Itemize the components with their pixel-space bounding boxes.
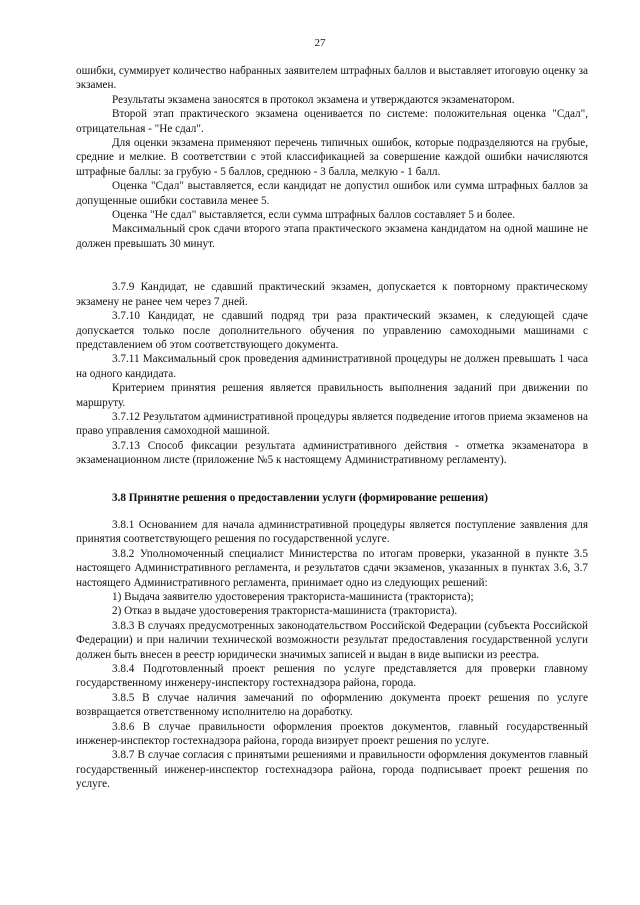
paragraph-exam-results: Результаты экзамена заносятся в протокол экзамена и утверждаются экзаменатором. xyxy=(112,93,515,106)
paragraph-3-8-6: 3.8.6 В случае правильности оформления проектов документов, главный государственный инженер-инспектор гостехнадзора района, города визирует проект решения по услуге. xyxy=(76,720,588,748)
paragraph-3-7-12: 3.7.12 Результатом административной процедуры является подведение итогов приема экзаменов на право управления самоходной машиной. xyxy=(76,410,588,438)
paragraph-decision-criterion: Критерием принятия решения является правильность выполнения заданий при движении по маршруту. xyxy=(76,382,588,409)
list-item-decision-1: 1) Выдача заявителю удостоверения тракториста-машиниста (тракториста); xyxy=(112,591,474,603)
spacer xyxy=(76,251,588,280)
paragraph-3-8-1: 3.8.1 Основанием для начала административной процедуры является поступление заявления для принятия соответствующего решения по государственной услуге. xyxy=(76,518,588,546)
paragraph-3-7-11: 3.7.11 Максимальный срок проведения административной процедуры не должен превышать 1 часа на одного кандидата. xyxy=(76,353,588,380)
paragraph-failed-grade: Оценка "Не сдал" выставляется, если сумма штрафных баллов составляет 5 и более. xyxy=(112,209,515,222)
paragraph-3-8-4: 3.8.4 Подготовленный проект решения по услуге представляется для проверки главному государственному инженеру-инспектору гостехнадзора района, города. xyxy=(76,663,588,690)
paragraph-passed-grade: Оценка "Сдал" выставляется, если кандидат не допустил ошибок или сумма штрафных баллов за допущенные ошибки составила менее 5. xyxy=(76,180,588,207)
document-body xyxy=(76,64,588,792)
paragraph-3-8-7: 3.8.7 В случае согласия с принятыми решениями и правильности оформления документов главный государственный инженер-инспектор гостехнадзора района, города подписывает проект решения по услуге. xyxy=(76,749,588,791)
paragraph-3-7-10: 3.7.10 Кандидат, не сдавший подряд три раза практический экзамен, к следующей сдаче допускается только после дополнительного обучения по управлению самоходными машинами с представлением об этом соответствующего документа. xyxy=(76,310,588,351)
paragraph-3-8-2: 3.8.2 Уполномоченный специалист Министерства по итогам проверки, указанной в пункте 3.5 настоящего Административного регламента, и результатов сдачи экзаменов, указанных в пунктах 3.6, 3.7 настоящего Административного регламента, принимает одно из следующих решений: xyxy=(76,547,588,589)
paragraph-continuation: ошибки, суммирует количество набранных заявителем штрафных баллов и выставляет итоговую оценку за экзамен. xyxy=(76,65,588,92)
paragraph-3-8-3: 3.8.3 В случаях предусмотренных законодательством Российской Федерации (субъекта Российской Федерации) и при наличии технической возможности результат предоставления государственной услуги должен быть внесен в реестр юридически значимых записей и выдан в виде выписки из реестра. xyxy=(76,619,588,661)
paragraph-error-classification: Для оценки экзамена применяют перечень типичных ошибок, которые подразделяются на грубые, средние и мелкие. В соответствии с этой классификацией за совершение каждой ошибки начисляются штрафные баллы: за грубую - 5 баллов, среднюю - 3 балла, мелкую - 1 балл. xyxy=(76,137,588,178)
section-heading-3-8: 3.8 Принятие решения о предоставлении услуги (формирование решения) xyxy=(112,491,488,504)
spacer xyxy=(76,505,588,518)
paragraph-3-7-9: 3.7.9 Кандидат, не сдавший практический экзамен, допускается к повторному практическому экзамену не ранее чем через 7 дней. xyxy=(76,281,588,308)
paragraph-3-7-13: 3.7.13 Способ фиксации результата административного действия - отметка экзаменатора в экзаменационном листе (приложение №5 к настоящему Административному регламенту). xyxy=(76,439,588,467)
spacer xyxy=(76,468,588,491)
paragraph-3-8-5: 3.8.5 В случае наличия замечаний по оформлению документа проект решения по услуге возвращается ответственному исполнителю на доработку. xyxy=(76,691,588,719)
paragraph-second-stage-grading: Второй этап практического экзамена оценивается по системе: положительная оценка "Сдал", отрицательная - "Не сдал". xyxy=(76,108,588,135)
page-number: 27 xyxy=(314,37,326,49)
paragraph-max-duration: Максимальный срок сдачи второго этапа практического экзамена кандидатом на одной машине не должен превышать 30 минут. xyxy=(76,223,588,250)
list-item-decision-2: 2) Отказ в выдаче удостоверения тракториста-машиниста (тракториста). xyxy=(112,605,458,618)
